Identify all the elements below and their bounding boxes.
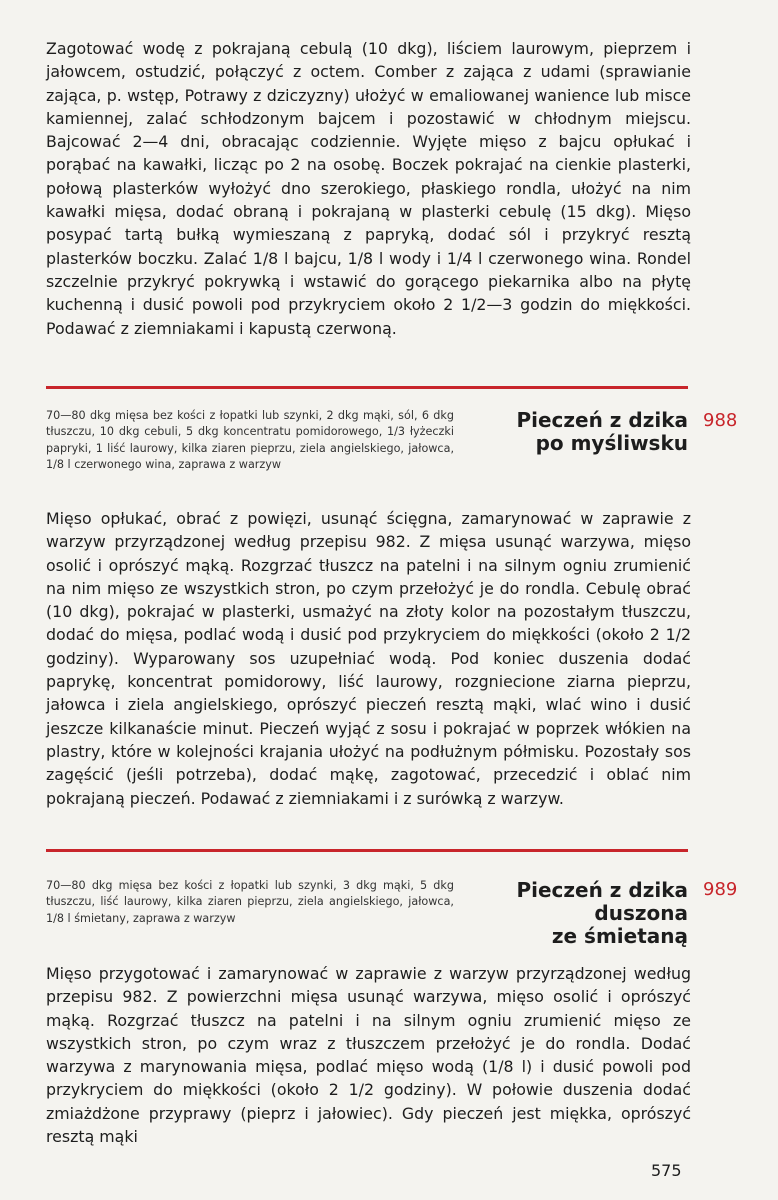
recipe-988-title-line1: Pieczeń z dzika [516,408,688,432]
recipe-989-title-line3: ze śmietaną [551,924,688,948]
page-number: 575 [651,1161,682,1180]
recipe-989-title-line1: Pieczeń z dzika [516,878,688,902]
recipe-989-number: 989 [703,879,738,900]
recipe-988-number: 988 [703,410,738,431]
intro-paragraph: Zagotować wodę z pokrajaną cebulą (10 dkg), liściem laurowym, pieprzem i jałowcem, ostudzić, połączyć z octem. Comber z zająca z udami (sprawianie zająca, p. wstęp, Potrawy z dziczyzny) ułożyć w emaliowanej wanience lub misce kamiennej, zalać schłodzonym bajcem i pozostawić w chłodnym miejscu. Bajcować 2—4 dni, obracając codziennie. Wyjęte mięso z bajcu opłukać i porąbać na kawałki, licząc po 2 na osobę. Boczek pokrajać na cienkie plasterki, połową plasterków wyłożyć dno szerokiego, płaskiego rondla, ułożyć na nim kawałki mięsa, dodać obraną i pokrajaną w plasterki cebulę (15 dkg). Mięso posypać tartą bułką wymieszaną z papryką, dodać sól i przykryć resztą plasterków boczku. Zalać 1/8 l bajcu, 1/8 l wody i 1/4 l czerwonego wina. Rondel szczelnie przykryć pokrywką i wstawić do gorącego piekarnika albo na płytę kuchenną i dusić powoli pod przykryciem około 2 1/2—3 godzin do miękkości. Podawać z ziemniakami i kapustą czerwoną. [46,39,691,338]
recipe-988-title [458,409,688,455]
recipe-988-title-line2: po myśliwsku [535,431,688,455]
section-divider [46,386,688,389]
recipe-989-title-line2: duszona [594,901,688,925]
section-divider [46,849,688,852]
recipe-988-method: Mięso opłukać, obrać z powięzi, usunąć ścięgna, zamarynować w zaprawie z warzyw przyrządzonej według przepisu 982. Z mięsa usunąć warzywa, mięso osolić i oprószyć mąką. Rozgrzać tłuszcz na patelni i na silnym ogniu zrumienić na nim mięso ze wszystkich stron, po czym przełożyć je do rondla. Cebulę obrać (10 dkg), pokrajać w plasterki, usmażyć na złoty kolor na pozostałym tłuszczu, dodać do mięsa, podlać wodą i dusić pod przykryciem do miękkości (około 2 1/2 godziny). Wyparowany sos uzupełniać wodą. Pod koniec duszenia dodać paprykę, koncentrat pomidorowy, liść laurowy, rozgniecione ziarna pieprzu, jałowca i ziela angielskiego, oprószyć pieczeń resztą mąki, wlać wino i dusić jeszcze kilkanaście minut. Pieczeń wyjąć z sosu i pokrajać w poprzek włókien na plastry, które w kolejności krajania ułożyć na podłużnym półmisku. Pozostały sos zagęścić (jeśli potrzeba), dodać mąkę, zagotować, przecedzić i oblać nim pokrajaną pieczeń. Podawać z ziemniakami i z surówką z warzyw. [46,509,691,808]
recipe-988-ingredients: 70—80 dkg mięsa bez kości z łopatki lub szynki, 2 dkg mąki, sól, 6 dkg tłuszczu, 10 dkg cebuli, 5 dkg koncentratu pomidorowego, 1/3 łyżeczki papryki, 1 liść laurowy, kilka ziaren pieprzu, ziela angielskiego, jałowca, 1/8 l czerwonego wina, zaprawa z warzyw [46,409,454,471]
recipe-989-title [458,879,688,948]
recipe-989-ingredients: 70—80 dkg mięsa bez kości z łopatki lub szynki, 3 dkg mąki, 5 dkg tłuszczu, liść laurowy, kilka ziaren pieprzu, ziela angielskiego, jałowca, 1/8 l śmietany, zaprawa z warzyw [46,879,454,925]
recipe-989-method: Mięso przygotować i zamarynować w zaprawie z warzyw przyrządzonej według przepisu 982. Z powierzchni mięsa usunąć warzywa, mięso osolić i oprószyć mąką. Rozgrzać tłuszcz na patelni i na silnym ogniu zrumienić mięso ze wszystkich stron, po czym wraz z tłuszczem przełożyć je do rondla. Dodać warzywa z marynowania mięsa, podlać mięso wodą (1/8 l) i dusić powoli pod przykryciem do miękkości (około 2 1/2 godziny). W połowie duszenia dodać zmiażdżone przyprawy (pieprz i jałowiec). Gdy pieczeń jest miękka, oprószyć resztą mąki [46,964,691,1147]
